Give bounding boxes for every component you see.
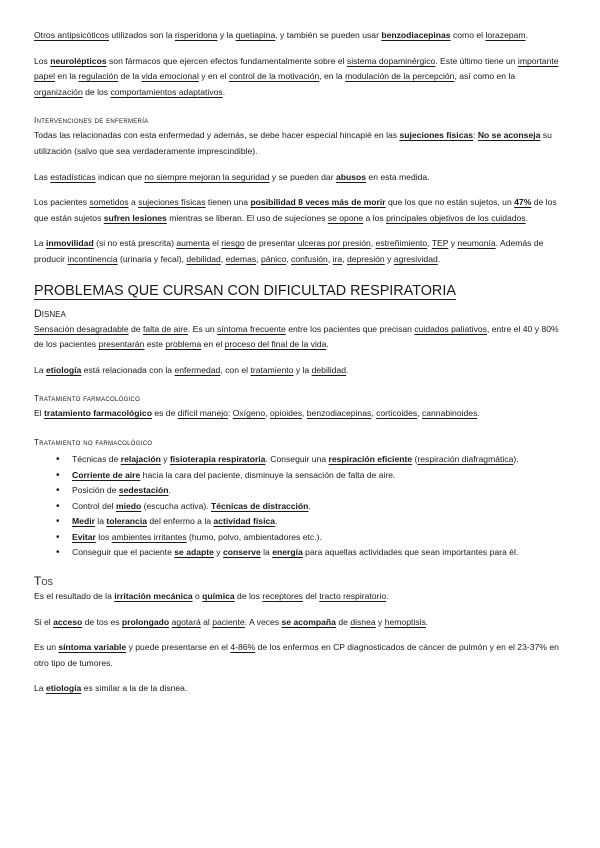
text-run: risperidona [174,30,218,40]
heading-intervenciones: Intervenciones de enfermería [34,116,149,126]
text-run: Todas las relacionadas con esta enfermedad y además, se debe hacer especial hincapié en las [34,130,400,141]
text-run: indican que [95,171,145,182]
text-run: El [34,408,45,419]
text-run: a los [363,212,387,223]
text-run: estadísticas [50,171,96,182]
text-run: fisioterapia respiratoria [169,453,266,464]
text-run: La [34,238,46,249]
text-run: . [346,364,349,375]
text-run: debilidad [311,364,347,375]
text-run: Control del [72,500,116,511]
text-run: benzodiacepinas [306,408,372,419]
list-item [72,452,566,468]
text-run: . [326,339,329,350]
text-run: posibilidad 8 veces más de morir [250,197,386,208]
text-run: química [202,591,235,602]
text-run: y [213,547,223,558]
text-run: del [302,591,320,602]
text-run: para aquellas actividades que sean importantes para él. [302,547,519,558]
text-run: ulceras por presión [297,238,371,249]
text-run: Sensación desagradable [34,323,129,334]
text-run: ). [513,453,519,464]
text-run: y la [217,30,236,40]
text-run: enfermedad [174,364,221,375]
text-run: : [473,130,478,141]
text-run: su utilización (salvo que sea verdaderamente imprescindible). [34,130,552,156]
list-item [72,545,566,561]
paragraph-antipsicoticos [34,28,566,44]
text-run: Las [34,171,51,182]
text-run: es similar a la de la disnea. [81,683,188,694]
text-run: actividad física [213,516,276,527]
text-run: Los [34,55,51,66]
text-run: Si el [34,616,54,627]
list-item [72,468,566,484]
text-run: y [448,238,458,249]
text-run: , [417,408,422,419]
text-run: el [209,238,222,249]
text-run: , [302,408,307,419]
text-run: , [286,253,292,264]
text-run: problema [165,339,202,350]
text-run: edemas [225,253,257,264]
text-run: Oxígeno [232,408,266,419]
text-run: confusión [291,253,328,264]
text-run: . Este último tiene un [435,55,518,66]
text-run: Los pacientes [34,197,90,208]
text-run: los [95,531,112,542]
text-run: pánico [260,253,287,264]
text-run: , [220,253,226,264]
text-run: (escucha activa). [141,500,211,511]
text-run: es de [151,408,178,419]
text-run: benzodiacepinas [381,30,451,40]
text-run: tolerancia [106,516,147,527]
text-run: sedestación [118,485,169,496]
text-run: agotará [171,616,201,627]
text-run: . [437,253,441,264]
text-run: este [144,339,166,350]
text-run: se adapte [174,547,214,558]
text-run: . Además de producir [34,238,544,264]
text-run: debilidad [186,253,221,264]
text-run: riesgo [221,238,245,249]
text-run: de tos es [82,616,122,627]
text-run: , así como en la [454,71,516,82]
text-run: . [477,408,480,419]
text-run: síntoma frecuente [217,323,286,334]
text-run: neurolépticos [50,55,107,66]
text-run: La [34,364,46,375]
list-item [72,483,566,499]
text-run: receptores [262,591,303,602]
text-run: (humo, polvo, ambientadores etc.). [186,531,322,542]
heading-tos: Tos [34,574,53,589]
text-run: de los que están sujetos [34,197,557,223]
text-run: respiración eficiente [328,453,413,464]
text-run: tracto respiratorio [319,591,387,602]
text-run: y [160,453,170,464]
text-run: . [525,212,528,223]
text-run: como el [450,30,486,40]
text-run: sistema dopaminérgico [346,55,436,66]
paragraph-tos-etiologia [34,681,566,697]
text-run: mientras se liberan. El uso de sujeciones [166,212,328,223]
text-run: , [256,253,261,264]
list-item [72,530,566,546]
paragraph-tos-sintoma [34,640,566,671]
text-run: opioides [269,408,302,419]
text-run: . [386,591,389,602]
text-run: irritación mecánica [114,591,193,602]
text-run: . Es un [187,323,218,334]
text-run: principales objetivos de los cuidados [386,212,526,223]
text-run: agresividad [393,253,438,264]
text-run: Técnicas de [72,453,121,464]
text-run: inmovilidad [45,238,94,249]
text-run: regulación [78,71,119,82]
text-run: modulación de la percepción [345,71,455,82]
text-run: abusos [335,171,367,182]
text-run: se opone [327,212,364,223]
text-run: en esta medida. [366,171,430,182]
text-run: y [384,253,394,264]
list-item [72,514,566,530]
text-run: prolongado [121,616,170,627]
text-run: relajación [120,453,161,464]
text-run: difícil manejo [177,408,228,419]
text-run: y en el [198,71,229,82]
text-run: conserve [222,547,261,558]
text-run: . [308,500,311,511]
text-run: la [94,516,107,527]
heading-tratamiento-no-farmacologico: Tratamiento no farmacológico [34,437,153,447]
text-run: Otros antipsicóticos [34,30,109,40]
text-run: etiología [45,364,82,375]
text-run: organización [34,86,83,97]
text-run: importante papel [34,55,559,82]
text-run: . [425,616,429,627]
text-run: acceso [53,616,83,627]
text-run: 47% [514,197,532,208]
text-run: síntoma variable [58,642,127,653]
text-run: quetiapina [235,30,276,40]
text-run: . A veces [244,616,282,627]
text-run: son fármacos que ejercen efectos fundamentalmente sobre el [106,55,347,66]
text-run: , [265,408,270,419]
paragraph-neurolepticos [34,54,566,101]
text-run: , [370,238,376,249]
text-run: Es el resultado de la [34,591,115,602]
text-run: y puede presentarse en el [126,642,231,653]
text-run: No se aconseja [477,130,541,141]
text-run: . [168,485,171,496]
paragraph-tos-definicion [34,589,566,605]
heading-text: PROBLEMAS QUE CURSAN CON DIFICULTAD RESPIRATORIA [34,282,456,299]
text-run: en el [201,339,225,350]
text-run: incontinencia [67,253,118,264]
text-run: Conseguir que el paciente [72,547,175,558]
text-run: Evitar [72,531,96,542]
text-run: no siempre mejoran la seguridad [144,171,270,182]
text-run: de presentar [244,238,298,249]
text-run: , [342,253,347,264]
paragraph-pacientes-sometidos [34,195,566,226]
text-run: , entre el 40 y 80% de los pacientes [34,323,559,350]
text-run: . Conseguir una [265,453,329,464]
text-run: está relacionada con la [81,364,175,375]
text-run: tienen una [205,197,251,208]
text-run: , [427,238,432,249]
text-run: , y también se pueden usar [275,30,382,40]
text-run: lorazepam [485,30,526,40]
text-run: : [227,408,233,419]
text-run: a [128,197,139,208]
text-run: hacia la cara del paciente, disminuye la sensación de falta de aire. [140,469,396,480]
text-run: , con el [220,364,251,375]
text-run: entre los pacientes que precisan [285,323,415,334]
paragraph-disnea-definicion [34,322,566,353]
text-run: aumenta [176,238,210,249]
text-run: o [192,591,203,602]
text-run: se acompaña [281,616,336,627]
text-run: ( [412,453,418,464]
text-run: sufren lesiones [103,212,167,223]
text-run: comportamientos adaptativos [110,86,223,97]
text-run: sujeciones físicas [399,130,474,141]
text-run: de los [234,591,263,602]
text-run: en la [55,71,79,82]
text-run: . [222,86,226,97]
heading-tratamiento-farmacologico: Tratamiento farmacológico [34,394,141,404]
text-run: falta de aire [142,323,188,334]
text-run: hemoptisis [384,616,426,627]
text-run: que los que no están sujetos, un [385,197,515,208]
text-run: (si no está prescrita) [93,238,177,249]
text-run: tratamiento [250,364,294,375]
list-item [72,499,566,515]
text-run: de los enfermos en CP diagnosticados de cáncer de pulmón y en el 23-37% en otro tipo de tumores. [34,642,559,668]
heading-disnea: Disnea [34,307,66,320]
text-run: presentarán [98,339,145,350]
text-run: sujeciones físicas [138,197,206,208]
paragraph-sujeciones [34,128,566,159]
text-run: ambientes irritantes [111,531,187,542]
text-run: ira [332,253,343,264]
text-run: de [335,616,351,627]
text-run: Medir [72,516,95,527]
text-run: Corriente de aire [72,469,141,480]
text-run: de [128,323,143,334]
text-run: y se pueden dar [269,171,336,182]
text-run: y la [293,364,312,375]
paragraph-tos-acceso [34,615,566,631]
text-run: proceso del final de la vida [224,339,327,350]
paragraph-disnea-etiologia [34,363,566,379]
text-run: La [34,683,46,694]
text-run: del enfermo a la [147,516,214,527]
text-run: disnea [350,616,376,627]
paragraph-inmovilidad [34,236,566,267]
text-run: utilizados son la [109,30,175,40]
text-run: (urinaria y fecal), [117,253,187,264]
text-run: Técnicas de distracción [211,500,309,511]
text-run: miedo [115,500,142,511]
text-run: al [200,616,213,627]
text-run: Posición de [72,485,119,496]
text-run: cannabinoides [421,408,478,419]
text-run: de la [118,71,142,82]
text-run: sometidos [89,197,129,208]
text-run: estreñimiento [375,238,428,249]
text-run: 4-86% [230,642,256,653]
text-run: TEP [431,238,449,249]
text-run: y [375,616,385,627]
text-run: , [327,253,333,264]
text-run: etiología [45,683,82,694]
text-run: vida emocional [141,71,199,82]
text-run: respiración diafragmática [417,453,514,464]
text-run: , en la [319,71,346,82]
paragraph-tratamiento-farmacologico [34,406,566,422]
text-run: corticoides [376,408,418,419]
text-run: tratamiento farmacológico [44,408,152,419]
heading-problemas-respiratorios [34,282,566,300]
text-run: . [275,516,278,527]
text-run: depresión [346,253,385,264]
paragraph-estadisticas [34,170,566,186]
text-run: neumonía [457,238,496,249]
text-run: cuidados paliativos [414,323,487,334]
text-run: Es un [34,642,59,653]
text-run: . [525,30,528,40]
list-tratamiento-no-farmacologico [34,452,566,561]
text-run: , [371,408,377,419]
text-run: control de la motivación [228,71,320,82]
text-run: paciente [212,616,245,627]
text-run: energía [272,547,303,558]
text-run: la [260,547,273,558]
text-run: de los [82,86,111,97]
